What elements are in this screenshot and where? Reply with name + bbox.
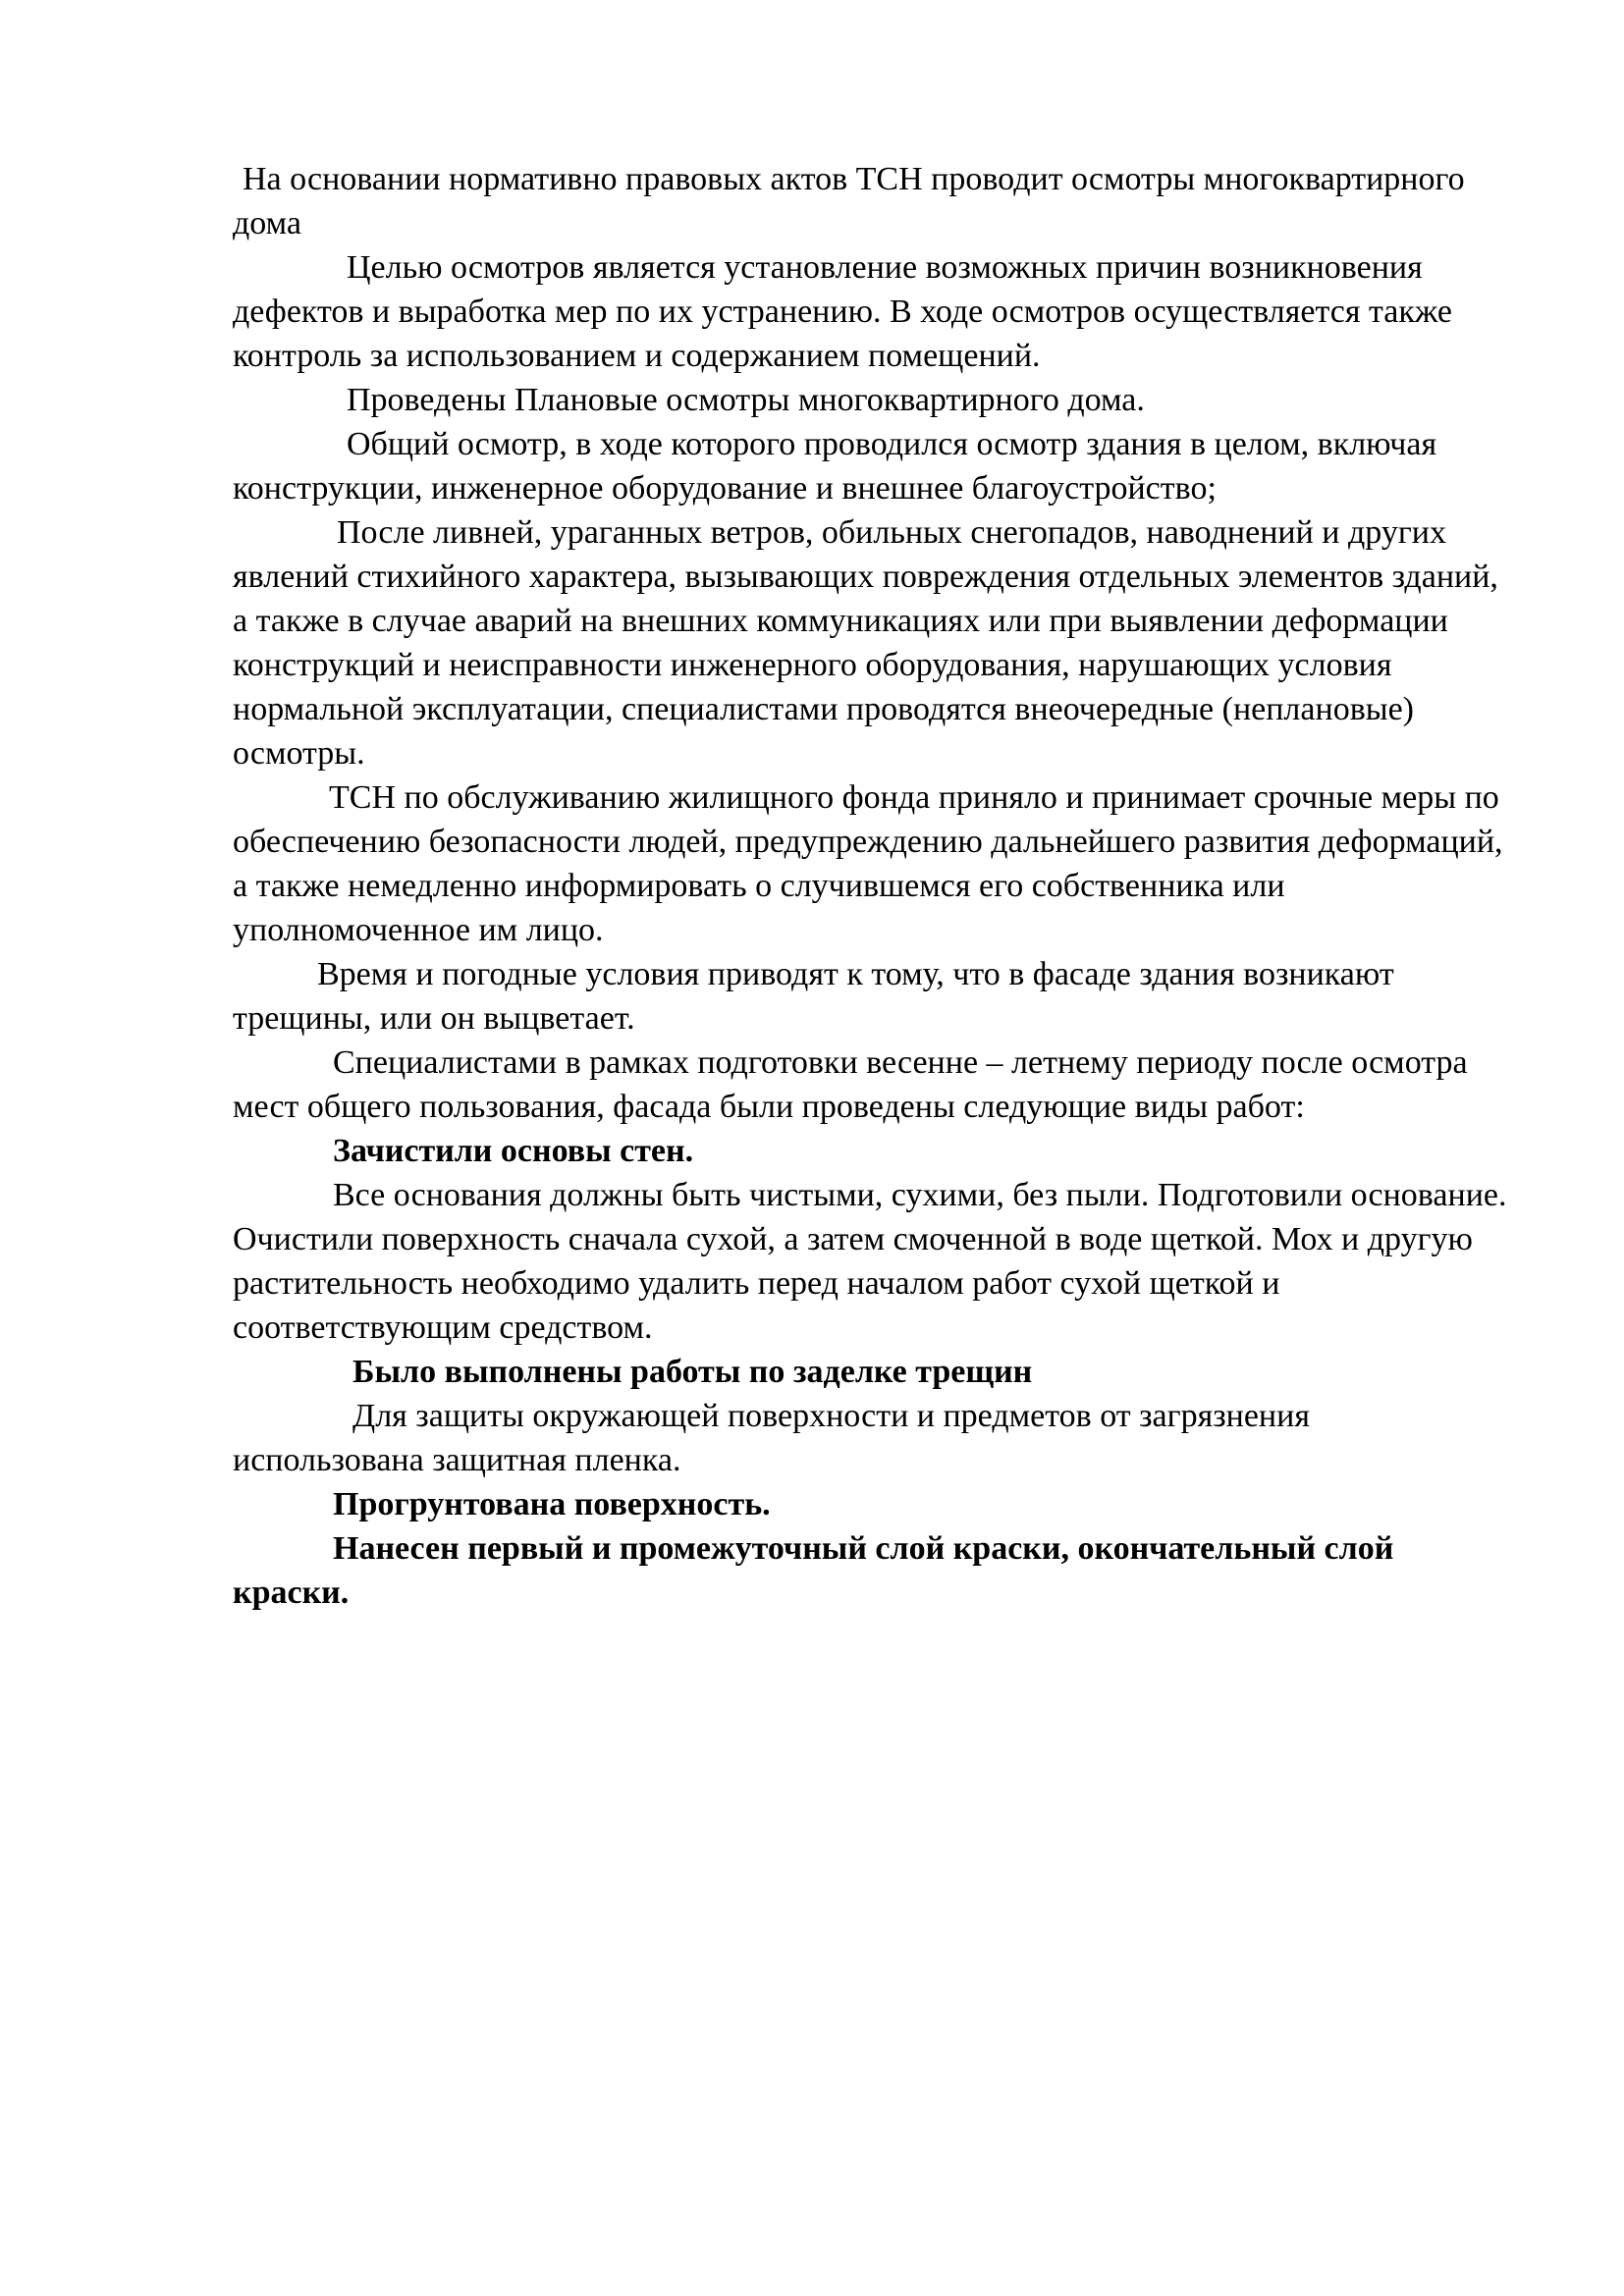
paragraph-planned-inspections: Проведены Плановые осмотры многоквартирного дома. — [347, 382, 1145, 418]
paragraph-intro: На основании нормативно правовых актов ТСН проводит осмотры многоквартирного дома — [233, 161, 1465, 241]
heading-surface-primed: Прогрунтована поверхность. — [333, 1486, 771, 1522]
paragraph-protective-film: Для защиты окружающей поверхности и предметов от загрязнения использована защитная пленка. — [233, 1398, 1310, 1478]
heading-wall-cleaning: Зачистили основы стен. — [333, 1133, 694, 1169]
paragraph-unplanned-inspections: После ливней, ураганных ветров, обильных снегопадов, наводнений и других явлений стихийного характера, вызывающих повреждения отдельных элементов зданий, а также в случае аварий на внешних коммуникациях или при выявлении деформации конструкций и неисправности инженерного оборудования, нарушающих условия нормальной эксплуатации, специалистами проводятся внеочередные (неплановые) осмотры. — [233, 514, 1498, 772]
document-page — [233, 157, 1509, 1615]
paragraph-inspection-goal: Целью осмотров является установление возможных причин возникновения дефектов и выработка мер по их устранению. В ходе осмотров осуществляется также контроль за использованием и содержанием помещений. — [233, 249, 1452, 374]
heading-paint-layers: Нанесен первый и промежуточный слой краски, окончательный слой краски. — [233, 1530, 1394, 1611]
paragraph-facade-cracks: Время и погодные условия приводят к тому, что в фасаде здания возникают трещины, или он выцветает. — [233, 956, 1394, 1037]
paragraph-works-performed: Специалистами в рамках подготовки весенне – летнему периоду после осмотра мест общего пользования, фасада были проведены следующие виды работ: — [233, 1044, 1468, 1125]
paragraph-urgent-measures: ТСН по обслуживанию жилищного фонда приняло и принимает срочные меры по обеспечению безопасности людей, предупреждению дальнейшего развития деформаций, а также немедленно информировать о случившемся его собственника или уполномоченное им лицо. — [233, 779, 1503, 948]
paragraph-general-inspection: Общий осмотр, в ходе которого проводился осмотр здания в целом, включая конструкции, инженерное оборудование и внешнее благоустройство; — [233, 426, 1437, 507]
paragraph-surface-preparation: Все основания должны быть чистыми, сухими, без пыли. Подготовили основание. Очистили поверхность сначала сухой, а затем смоченной в воде щеткой. Мох и другую растительность необходимо удалить перед началом работ сухой щеткой и соответствующим средством. — [233, 1177, 1507, 1346]
heading-crack-sealing: Было выполнены работы по заделке трещин — [352, 1354, 1033, 1390]
